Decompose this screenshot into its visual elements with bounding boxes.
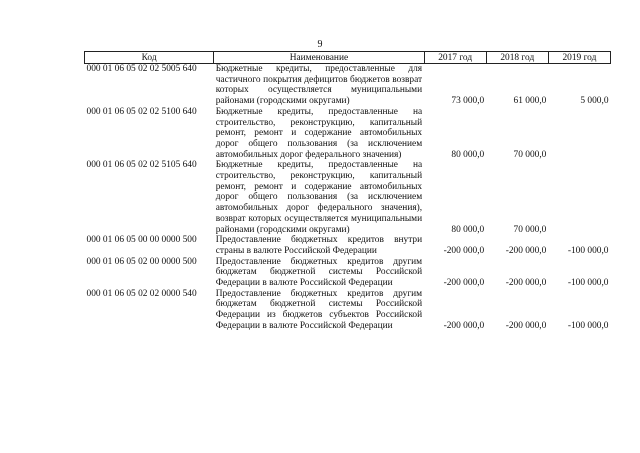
row-value-2018: 61 000,0 (513, 96, 547, 107)
row-value-2017: -200 000,0 (443, 245, 485, 256)
budget-table (84, 51, 611, 332)
table-row (85, 64, 611, 107)
row-value-2018: -200 000,0 (505, 245, 547, 256)
row-value-2018: 70 000,0 (513, 149, 547, 160)
row-value-2019: -100 000,0 (567, 320, 609, 331)
row-code: 000 01 06 05 02 00 0000 500 (86, 256, 197, 267)
row-code: 000 01 06 05 02 02 5005 640 (86, 64, 197, 74)
table-header-row (85, 52, 611, 64)
header-code: Код (85, 52, 214, 64)
table-row (85, 289, 611, 332)
table-row (85, 257, 611, 289)
header-2019: 2019 год (548, 52, 610, 64)
table-row (85, 235, 611, 256)
page-number: 9 (317, 39, 323, 50)
row-value-2018: -200 000,0 (505, 278, 547, 289)
header-2018: 2018 год (486, 52, 548, 64)
row-value-2019 (548, 107, 610, 161)
header-name: Наименование (214, 52, 424, 64)
row-name: Бюджетные кредиты, предоставленные на строительство, реконструкцию, капитальный ремонт, ремонт и содержание автомобильных дорог общего пользования (за исключением автомобильных дорог федерального значения) (215, 106, 423, 160)
row-value-2019: -100 000,0 (567, 278, 609, 289)
row-code: 000 01 06 05 02 02 0000 540 (86, 288, 197, 299)
row-name: Бюджетные кредиты, предоставленные на строительство, реконструкцию, капитальный ремонт, ремонт и содержание автомобильных дорог общего пользования (за исключением автомобильных дорог федерального значения), возврат которых осуществляется муниципальными районами (городскими округами) (215, 160, 423, 235)
row-value-2019: 5 000,0 (580, 96, 609, 107)
row-value-2017: 73 000,0 (451, 96, 485, 107)
row-value-2019 (548, 160, 610, 235)
row-code: 000 01 06 05 02 02 5105 640 (86, 160, 197, 171)
row-name: Предоставление бюджетных кредитов другим бюджетам бюджетной системы Российской Федерации в валюте Российской Федерации (215, 256, 423, 289)
row-name: Предоставление бюджетных кредитов другим бюджетам бюджетной системы Российской Федерации из бюджетов субъектов Российской Федерации в валюте Российской Федерации (215, 288, 423, 331)
table-row (85, 160, 611, 235)
row-code: 000 01 06 05 00 00 0000 500 (86, 235, 197, 246)
row-name: Предоставление бюджетных кредитов внутри страны в валюте Российской Федерации (215, 235, 423, 256)
row-value-2017: 80 000,0 (451, 149, 485, 160)
header-2017: 2017 год (424, 52, 486, 64)
row-code: 000 01 06 05 02 02 5100 640 (86, 106, 197, 117)
row-value-2017: 80 000,0 (451, 224, 485, 235)
row-value-2018: 70 000,0 (513, 224, 547, 235)
row-value-2018: -200 000,0 (505, 320, 547, 331)
row-value-2019: -100 000,0 (567, 245, 609, 256)
table-row (85, 107, 611, 161)
row-value-2017: -200 000,0 (443, 320, 485, 331)
row-name: Бюджетные кредиты, предоставленные для частичного покрытия дефицитов бюджетов возврат которых осуществляется муниципальными районами (городскими округами) (215, 64, 423, 107)
row-value-2017: -200 000,0 (443, 278, 485, 289)
